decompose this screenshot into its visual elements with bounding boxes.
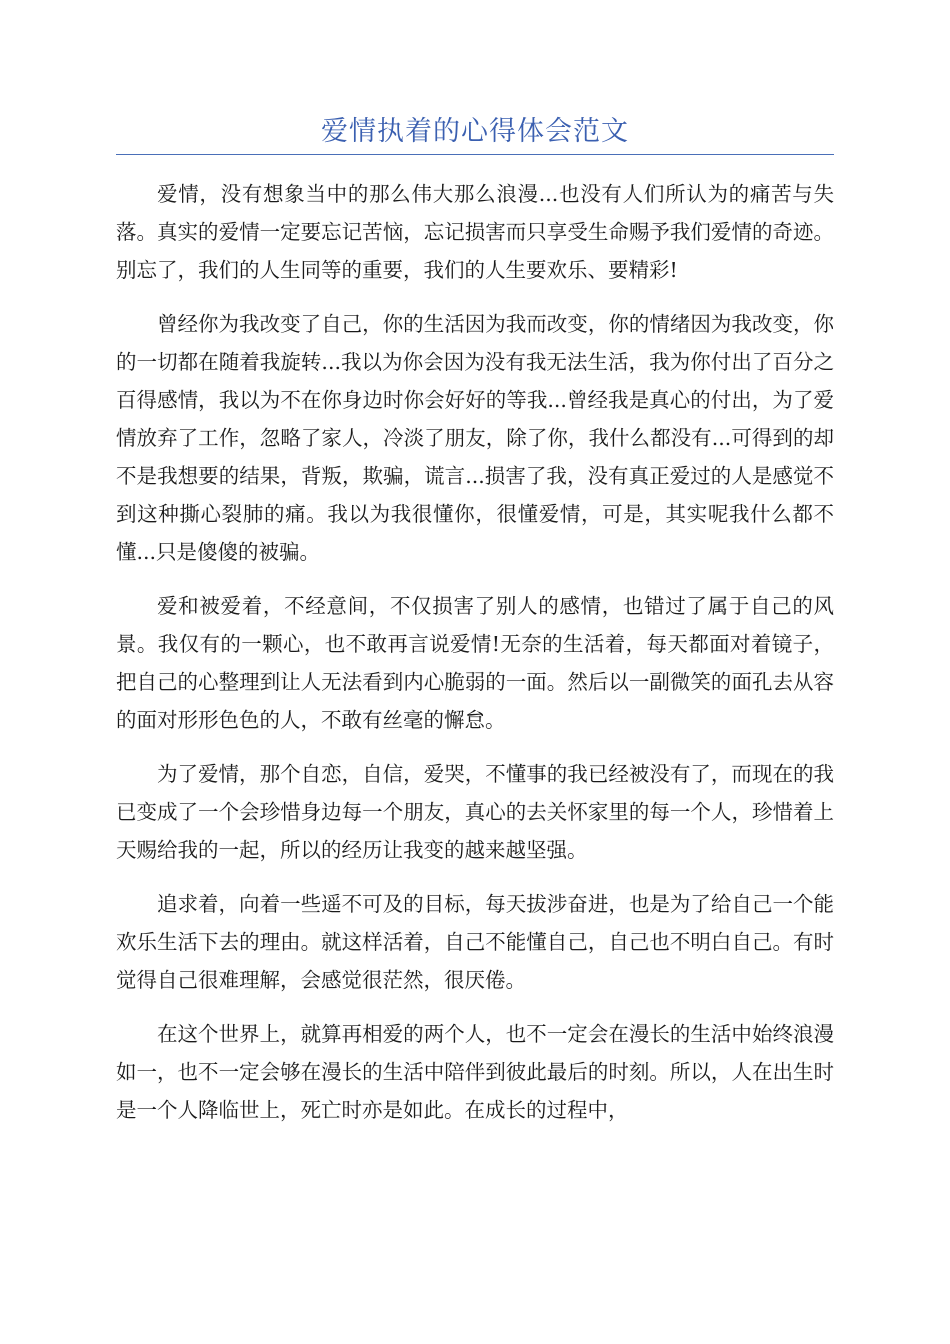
paragraph-4: 为了爱情，那个自恋，自信，爱哭，不懂事的我已经被没有了，而现在的我已变成了一个会珍惜身边每一个朋友，真心的去关怀家里的每一个人，珍惜着上天赐给我的一起，所以的经历让我变的越来越坚强。 xyxy=(116,762,834,862)
document-body xyxy=(116,175,834,1145)
paragraph-2: 曾经你为我改变了自己，你的生活因为我而改变，你的情绪因为我改变，你的一切都在随着我旋转...我以为你会因为没有我无法生活，我为你付出了百分之百得感情，我以为不在你身边时你会好好的等我...曾经我是真心的付出，为了爱情放弃了工作，忽略了家人，冷淡了朋友，除了你，我什么都没有...可得到的却不是我想要的结果，背叛，欺骗，谎言...损害了我，没有真正爱过的人是感觉不到这种撕心裂肺的痛。我以为我很懂你，很懂爱情，可是，其实呢我什么都不懂...只是傻傻的被骗。 xyxy=(116,312,834,564)
paragraph-5: 追求着，向着一些遥不可及的目标，每天拔涉奋进，也是为了给自己一个能欢乐生活下去的理由。就这样活着，自己不能懂自己，自己也不明白自己。有时觉得自己很难理解，会感觉很茫然，很厌倦。 xyxy=(116,892,834,992)
paragraph-1: 爱情，没有想象当中的那么伟大那么浪漫...也没有人们所认为的痛苦与失落。真实的爱情一定要忘记苦恼，忘记损害而只享受生命赐予我们爱情的奇迹。别忘了，我们的人生同等的重要，我们的人生要欢乐、要精彩! xyxy=(116,182,834,282)
title-underline xyxy=(116,154,834,155)
paragraph-6: 在这个世界上，就算再相爱的两个人，也不一定会在漫长的生活中始终浪漫如一，也不一定会够在漫长的生活中陪伴到彼此最后的时刻。所以，人在出生时是一个人降临世上，死亡时亦是如此。在成长的过程中， xyxy=(116,1022,834,1122)
paragraph-3: 爱和被爱着，不经意间，不仅损害了别人的感情，也错过了属于自己的风景。我仅有的一颗心，也不敢再言说爱情!无奈的生活着，每天都面对着镜子，把自己的心整理到让人无法看到内心脆弱的一面。然后以一副微笑的面孔去从容的面对形形色色的人，不敢有丝毫的懈怠。 xyxy=(116,594,834,732)
document-title: 爱情执着的心得体会范文 xyxy=(321,116,629,147)
